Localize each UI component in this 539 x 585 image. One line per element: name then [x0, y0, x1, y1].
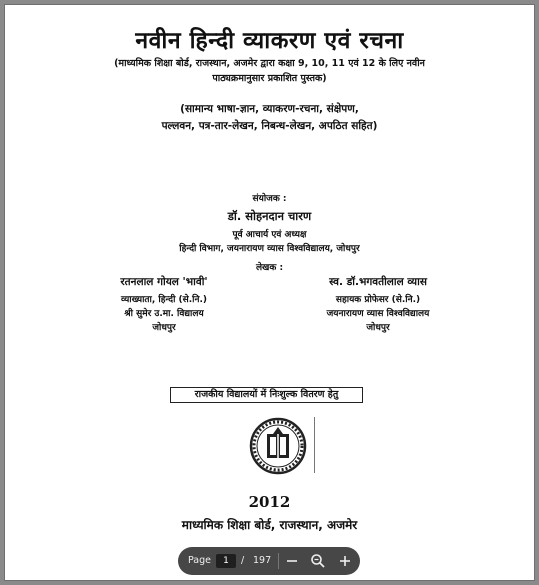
toolbar-divider — [278, 553, 279, 569]
author-2-name: स्व. डॉ.भगवतीलाल व्यास — [329, 276, 427, 288]
emblem-divider — [314, 417, 315, 473]
zoom-in-button[interactable] — [335, 551, 355, 571]
publication-year: 2012 — [248, 493, 291, 511]
publisher-board: माध्यमिक शिक्षा बोर्ड, राजस्थान, अजमेर — [181, 518, 358, 532]
pdf-toolbar — [178, 547, 360, 575]
free-distribution-box: राजकीय विद्यालयों में निःशुल्क वितरण हेतु — [170, 387, 363, 403]
page-number-input[interactable]: 1 — [216, 554, 236, 568]
plus-icon — [335, 551, 355, 571]
scope-line-1: (सामान्य भाषा-ज्ञान, व्याकरण-रचना, संक्षेपण, — [180, 103, 359, 115]
author-2-line-2: जयनारायण व्यास विश्वविद्यालय — [326, 309, 430, 319]
total-pages: 197 — [253, 555, 272, 566]
author-1-line-3: जोधपुर — [152, 323, 176, 333]
authors-label: लेखक : — [255, 263, 284, 273]
author-1-line-1: व्याख्याता, हिन्दी (से.नि.) — [120, 295, 208, 305]
author-1-name: रतनलाल गोयल 'भावी' — [120, 276, 208, 288]
author-2-line-3: जोधपुर — [366, 323, 390, 333]
subtitle-line-1: (माध्यमिक शिक्षा बोर्ड, राजस्थान, अजमेर द्वारा कक्षा 9, 10, 11 एवं 12 के लिए नवीन — [114, 58, 425, 69]
convener-designation: पूर्व आचार्य एवं अध्यक्ष — [232, 230, 307, 240]
zoom-button[interactable] — [308, 551, 328, 571]
author-2-line-1: सहायक प्रोफेसर (से.नि.) — [335, 295, 421, 305]
author-1-line-2: श्री सुमेर उ.मा. विद्यालय — [124, 309, 204, 319]
document-page — [4, 4, 535, 581]
board-emblem-logo — [249, 417, 307, 475]
convener-label: संयोजक : — [252, 194, 287, 204]
magnifier-icon — [308, 551, 328, 571]
page-separator: / — [241, 555, 245, 566]
subtitle-line-2: पाठ्यक्रमानुसार प्रकाशित पुस्तक) — [212, 73, 327, 84]
page-label: Page — [188, 555, 211, 566]
book-title: नवीन हिन्दी व्याकरण एवं रचना — [135, 28, 404, 54]
convener-department: हिन्दी विभाग, जयनारायण व्यास विश्वविद्यालय, जोधपुर — [179, 244, 360, 254]
convener-name: डॉ. सोहनदान चारण — [227, 209, 312, 223]
scope-line-2: पल्लवन, पत्र-तार-लेखन, निबन्ध-लेखन, अपठित सहित) — [161, 120, 378, 132]
minus-icon — [282, 551, 302, 571]
zoom-out-button[interactable] — [282, 551, 302, 571]
